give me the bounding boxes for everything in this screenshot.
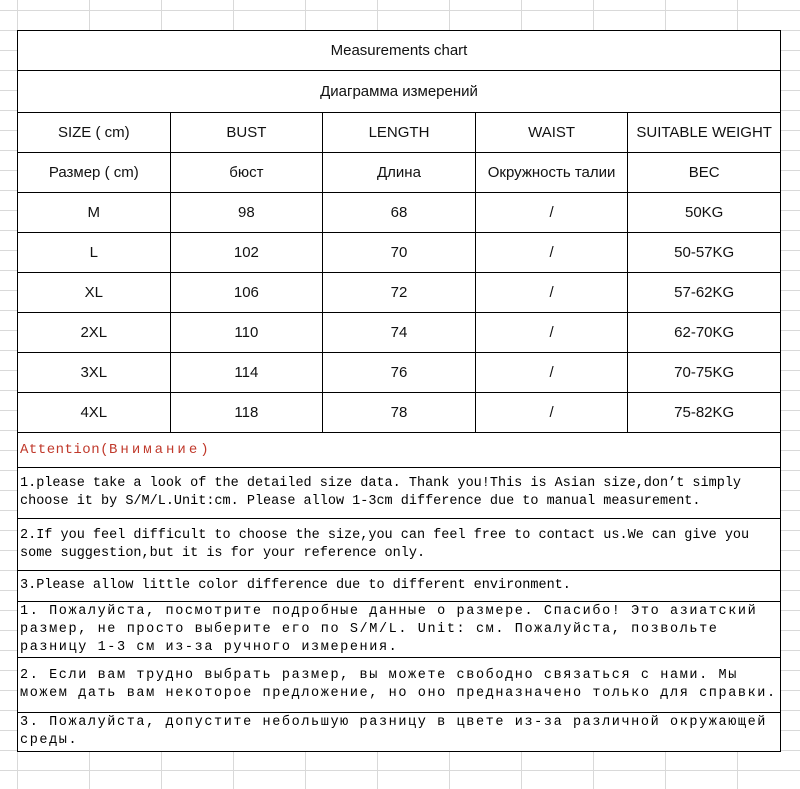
note-en-2 (18, 519, 780, 571)
waist-cell: / (476, 393, 629, 432)
weight-cell: 70-75KG (674, 364, 735, 381)
note-ru-2-text: 2. Если вам трудно выбрать размер, вы можете свободно связаться с нами. Мы можем дать вам некоторое предложение, но оно предназначено только для справки. (20, 668, 777, 701)
table-row (18, 193, 780, 233)
bust-cell: 98 (171, 193, 324, 232)
header-size: SIZE ( cm) (18, 113, 171, 152)
bust-cell: 110 (171, 313, 324, 352)
subtitle-row (18, 71, 780, 113)
length-cell: 72 (323, 273, 476, 312)
note-en-3 (18, 571, 780, 602)
table-row (18, 353, 780, 393)
length-cell: 78 (323, 393, 476, 432)
table-row (18, 273, 780, 313)
waist-cell: / (476, 313, 629, 352)
note-en-2-text: 2.If you feel difficult to choose the size,you can feel free to contact us.We can give you some suggestion,but it is for your reference only. (20, 527, 750, 561)
table-row (18, 233, 780, 273)
waist-cell: / (476, 193, 629, 232)
note-en-3-text: 3.Please allow little color difference due to different environment. (20, 578, 571, 593)
attention-label: Attention( (20, 442, 110, 458)
weight-cell: 57-62KG (674, 284, 735, 301)
attention-label-ru: Внимание (109, 442, 201, 458)
waist-cell: / (476, 353, 629, 392)
bust-cell: 118 (171, 393, 324, 432)
title-row (18, 31, 780, 71)
attention-close: ) (200, 442, 210, 458)
weight-cell: 62-70KG (674, 324, 735, 341)
header-length-ru: Длина (323, 153, 476, 192)
attention-heading (18, 433, 780, 468)
header-row-ru (18, 153, 780, 193)
header-weight-ru: ВЕС (688, 164, 720, 181)
header-bust: BUST (171, 113, 324, 152)
size-cell: XL (18, 273, 171, 312)
note-ru-3 (18, 713, 780, 751)
bust-cell: 114 (171, 353, 324, 392)
note-ru-2 (18, 658, 780, 713)
header-length: LENGTH (323, 113, 476, 152)
waist-cell: / (476, 273, 629, 312)
chart-subtitle: Диаграмма измерений (320, 83, 478, 100)
table-row (18, 313, 780, 353)
header-size-ru: Размер ( cm) (18, 153, 171, 192)
bust-cell: 102 (171, 233, 324, 272)
bust-cell: 106 (171, 273, 324, 312)
size-cell: M (18, 193, 171, 232)
note-ru-1-text: 1. Пожалуйста, посмотрите подробные данные о размере. Спасибо! Это азиатский размер, не просто выберите его по S/M/L. Unit: см. Пожалуйста, позвольте разницу 1-3 см из-за ручного измерения. (20, 603, 758, 655)
length-cell: 76 (323, 353, 476, 392)
weight-cell: 50KG (684, 204, 724, 221)
note-en-1-text: 1.please take a look of the detailed size data. Thank you!This is Asian size,don’t simply choose it by S/M/L.Unit:cm. Please allow 1-3cm difference due to manual measurement. (20, 476, 742, 509)
note-en-1 (18, 468, 780, 519)
header-waist: WAIST (476, 113, 629, 152)
chart-title: Measurements chart (330, 42, 468, 59)
length-cell: 68 (323, 193, 476, 232)
size-cell: 4XL (18, 393, 171, 432)
size-cell: L (18, 233, 171, 272)
weight-cell: 50-57KG (674, 244, 735, 261)
note-ru-3-text: 3. Пожалуйста, допустите небольшую разницу в цвете из-за различной окружающей среды. (20, 715, 768, 748)
waist-cell: / (476, 233, 629, 272)
header-bust-ru: бюст (171, 153, 324, 192)
header-waist-ru: Окружность талии (476, 153, 629, 192)
header-weight: SUITABLE WEIGHT (636, 124, 772, 141)
header-row-en (18, 113, 780, 153)
length-cell: 70 (323, 233, 476, 272)
size-cell: 2XL (18, 313, 171, 352)
note-ru-1 (18, 602, 780, 658)
table-row (18, 393, 780, 433)
measurements-chart (17, 30, 781, 752)
length-cell: 74 (323, 313, 476, 352)
size-cell: 3XL (18, 353, 171, 392)
weight-cell: 75-82KG (674, 404, 735, 421)
